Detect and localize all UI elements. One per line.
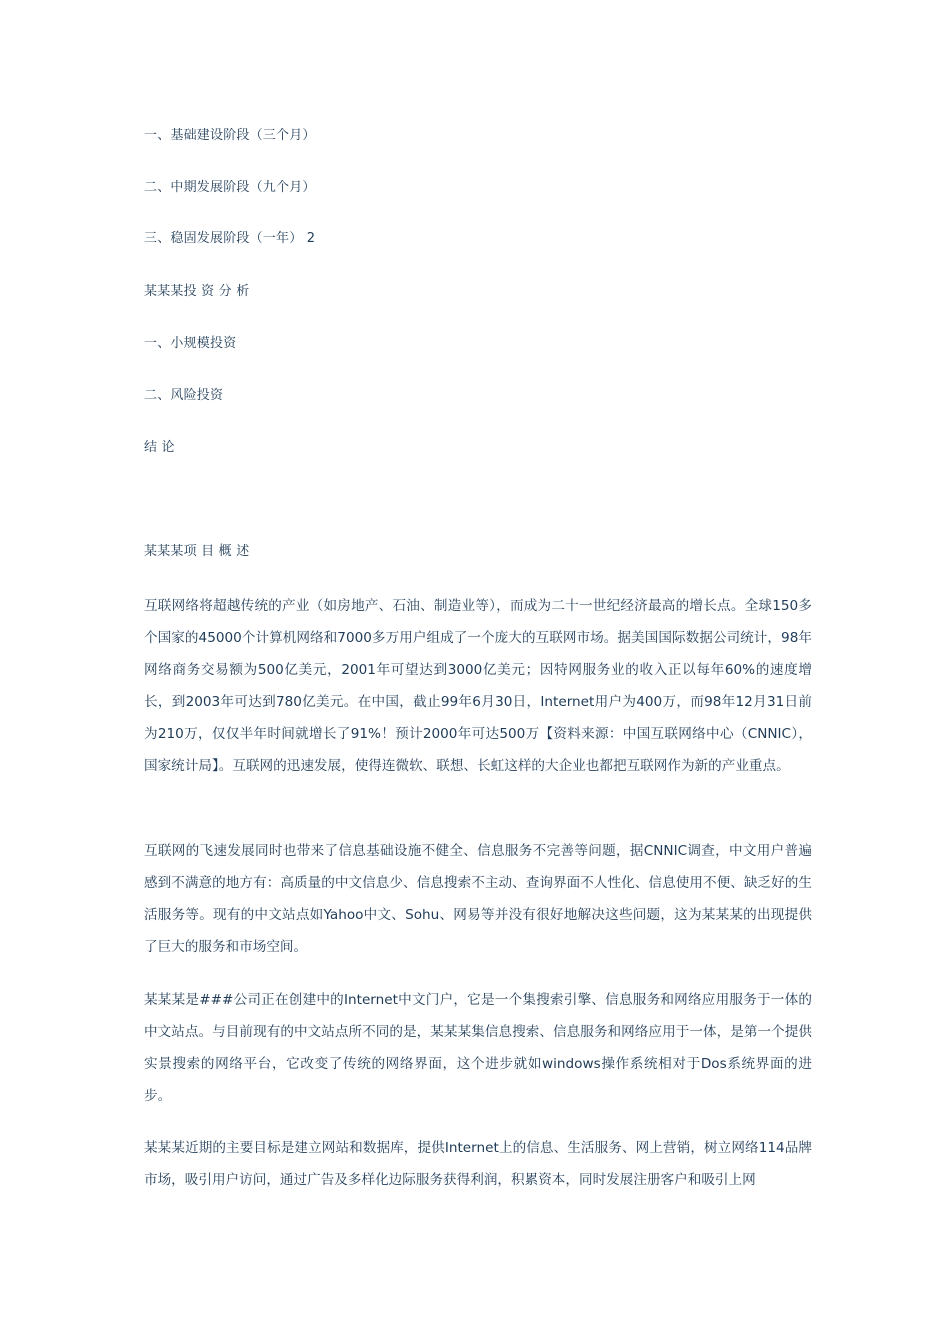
toc-item-conclusion: 结 论 <box>144 440 175 455</box>
paragraph-internet-growth: 互联网络将超越传统的产业（如房地产、石油、制造业等），而成为二十一世纪经济最高的增长点。全球150多个国家的45000个计算机网络和7000多万用户组成了一个庞大的互联网市场。据美国国际数据公司统计，98年网络商务交易额为500亿美元，2001年可望达到3000亿美元；因特网服务业的收入正以每年60%的速度增长，到2003年可达到780亿美元。在中国，截止99年6月30日，Internet用户为400万，而98年12月31日前为210万，仅仅半年时间就增长了91%！预计2000年可达500万【资料来源：中国互联网络中心（CNNIC），国家统计局】。互联网的迅速发展，使得连微软、联想、长虹这样的大企业也都把互联网作为新的产业重点。 <box>144 598 812 774</box>
toc-item-basic-construction: 一、基础建设阶段（三个月） <box>144 128 316 143</box>
paragraph-service-problems: 互联网的飞速发展同时也带来了信息基础设施不健全、信息服务不完善等问题，据CNNIC调查，中文用户普遍感到不满意的地方有：高质量的中文信息少、信息搜索不主动、查询界面不人性化、信息使用不便、缺乏好的生活服务等。现有的中文站点如Yahoo中文、Sohu、网易等并没有很好地解决这些问题，这为某某某的出现提供了巨大的服务和市场空间。 <box>144 843 812 955</box>
paragraph-portal-description: 某某某是###公司正在创建中的Internet中文门户，它是一个集搜索引擎、信息服务和网络应用服务于一体的中文站点。与目前现有的中文站点所不同的是，某某某集信息搜索、信息服务和网络应用于一体，是第一个提供实景搜索的网络平台，它改变了传统的网络界面，这个进步就如windows操作系统相对于Dos系统界面的进步。 <box>144 992 812 1104</box>
toc-item-mid-development: 二、中期发展阶段（九个月） <box>144 180 316 195</box>
toc-item-small-investment: 一、小规模投资 <box>144 336 237 351</box>
toc-item-stable-development: 三、稳固发展阶段（一年） 2 <box>144 231 316 246</box>
toc-item-investment-analysis: 某某某投 资 分 析 <box>144 284 250 299</box>
section-heading: 某某某项 目 概 述 <box>144 544 250 559</box>
paragraph-near-term-goals: 某某某近期的主要目标是建立网站和数据库，提供Internet上的信息、生活服务、网上营销，树立网络114品牌市场，吸引用户访问，通过广告及多样化边际服务获得利润，积累资本，同时发展注册客户和吸引上网 <box>144 1140 812 1188</box>
toc-item-venture-investment: 二、风险投资 <box>144 388 224 403</box>
